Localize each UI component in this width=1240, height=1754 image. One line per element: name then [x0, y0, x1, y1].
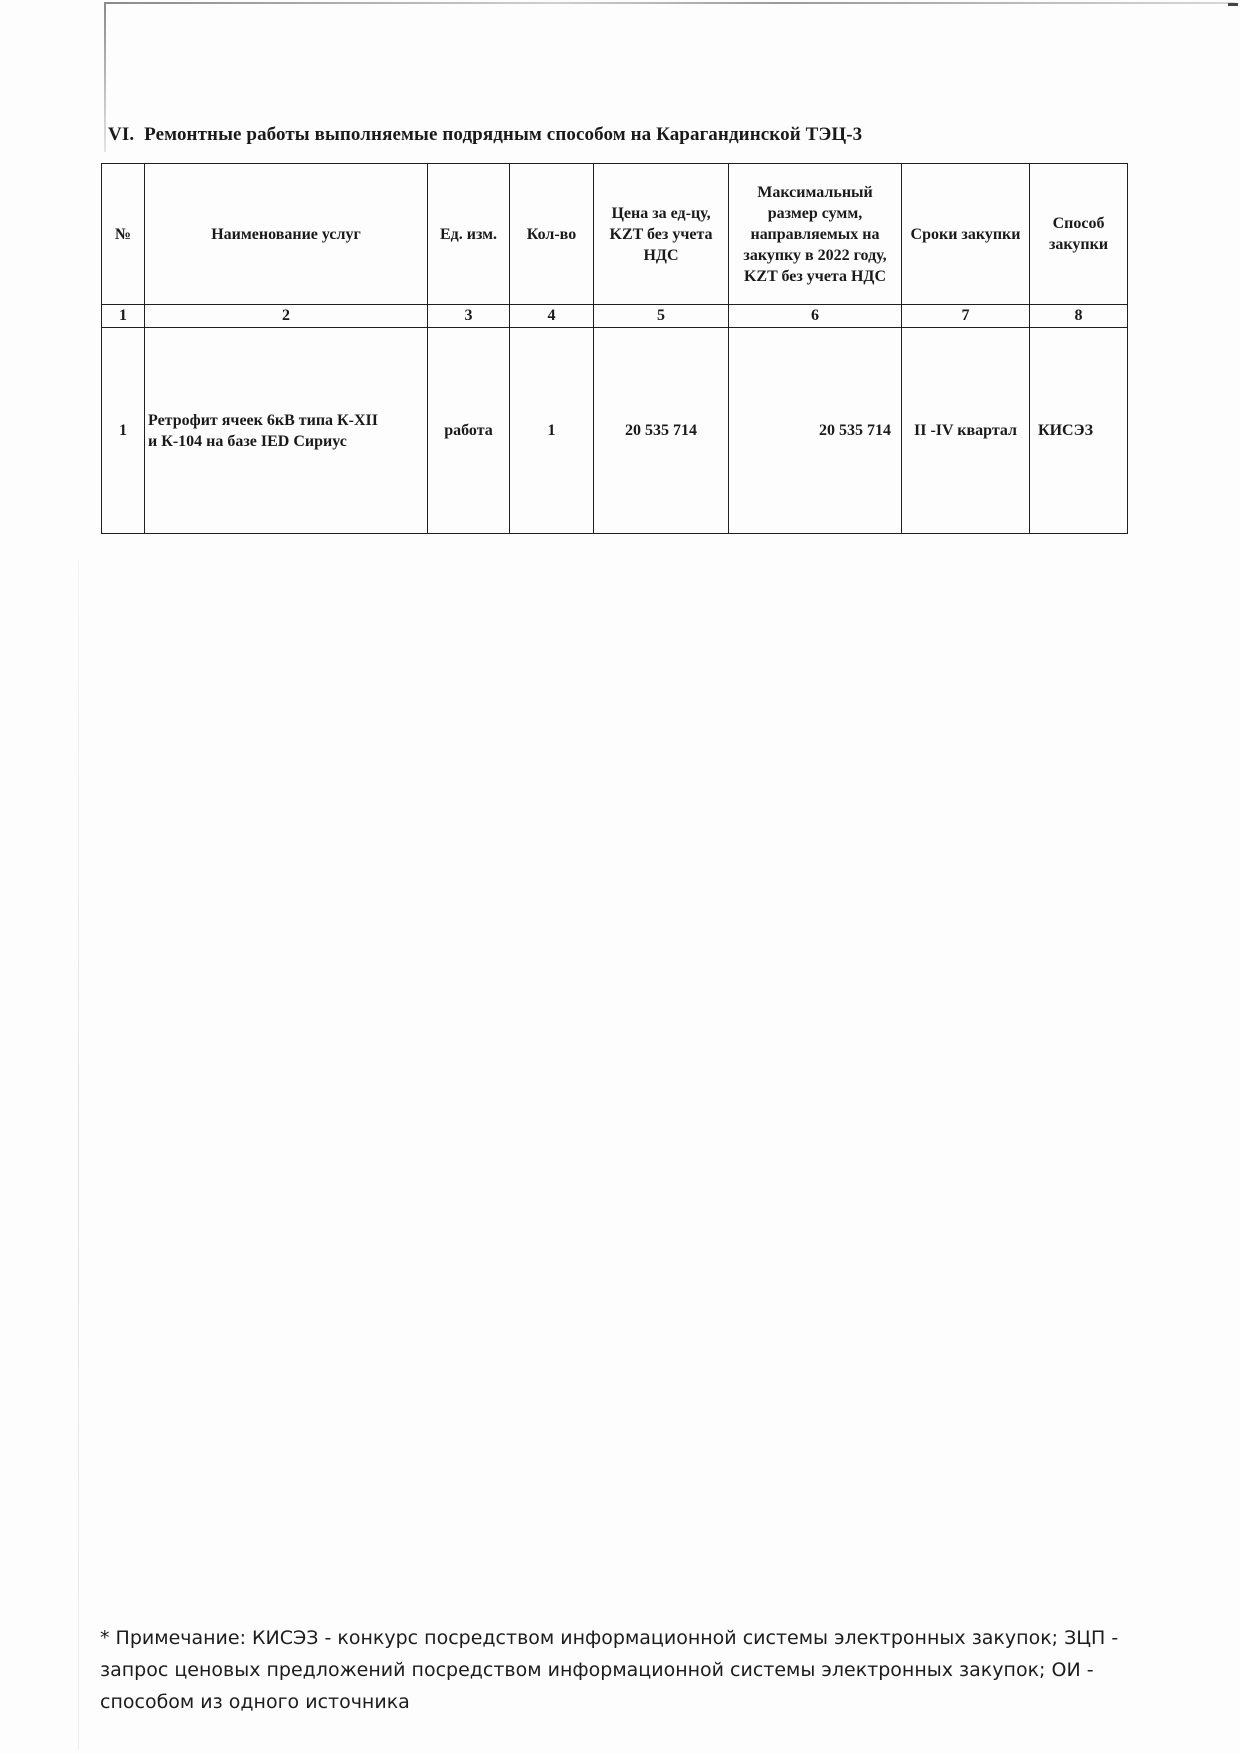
column-number: 4 — [510, 305, 594, 328]
table-row — [102, 328, 1128, 534]
scan-edge-left — [104, 2, 106, 152]
column-number: 2 — [145, 305, 428, 328]
header-cell-method: Способ закупки — [1030, 164, 1128, 305]
header-cell-service-name: Наименование услуг — [145, 164, 428, 305]
header-cell-quantity: Кол-во — [510, 164, 594, 305]
header-row — [102, 164, 1128, 305]
section-title — [108, 124, 862, 146]
header-cell-unit-price: Цена за ед-цу, KZT без учета НДС — [594, 164, 729, 305]
service-name-cell — [145, 328, 428, 534]
quantity-cell: 1 — [510, 328, 594, 534]
max-amount-cell: 20 535 714 — [729, 328, 902, 534]
service-name-line: Ретрофит ячеек 6кВ типа К-XII — [148, 411, 378, 429]
column-number: 8 — [1030, 305, 1128, 328]
header-cell-number: № — [102, 164, 145, 305]
service-name-line: и К-104 на базе IED Сириус — [148, 432, 347, 450]
method-cell: КИСЭЗ — [1030, 328, 1128, 534]
column-number: 7 — [902, 305, 1030, 328]
header-cell-unit: Ед. изм. — [428, 164, 510, 305]
header-cell-period: Сроки закупки — [902, 164, 1030, 305]
column-number: 6 — [729, 305, 902, 328]
header-cell-max-amount: Максимальный размер сумм, направляемых на закупку в 2022 году, KZT без учета НДС — [729, 164, 902, 305]
column-number: 1 — [102, 305, 145, 328]
unit-price-cell: 20 535 714 — [594, 328, 729, 534]
unit-cell: работа — [428, 328, 510, 534]
row-number-cell: 1 — [102, 328, 145, 534]
section-number: VI. — [108, 124, 135, 145]
period-cell: II -IV квартал — [902, 328, 1030, 534]
scan-edge-top — [105, 2, 1235, 4]
scan-corner-mark — [1228, 3, 1238, 6]
footnote: * Примечание: КИСЭЗ - конкурс посредством информационной системы электронных закупок; ЗЦП - запрос ценовых предложений посредством информационной системы электронных закупок; ОИ - способом из одного источника — [100, 1627, 1119, 1713]
procurement-table — [101, 163, 1128, 534]
column-number-row — [102, 305, 1128, 328]
column-number: 3 — [428, 305, 510, 328]
section-title-text: Ремонтные работы выполняемые подрядным способом на Карагандинской ТЭЦ-3 — [144, 124, 863, 145]
column-number: 5 — [594, 305, 729, 328]
scan-edge-shadow — [78, 560, 79, 1750]
